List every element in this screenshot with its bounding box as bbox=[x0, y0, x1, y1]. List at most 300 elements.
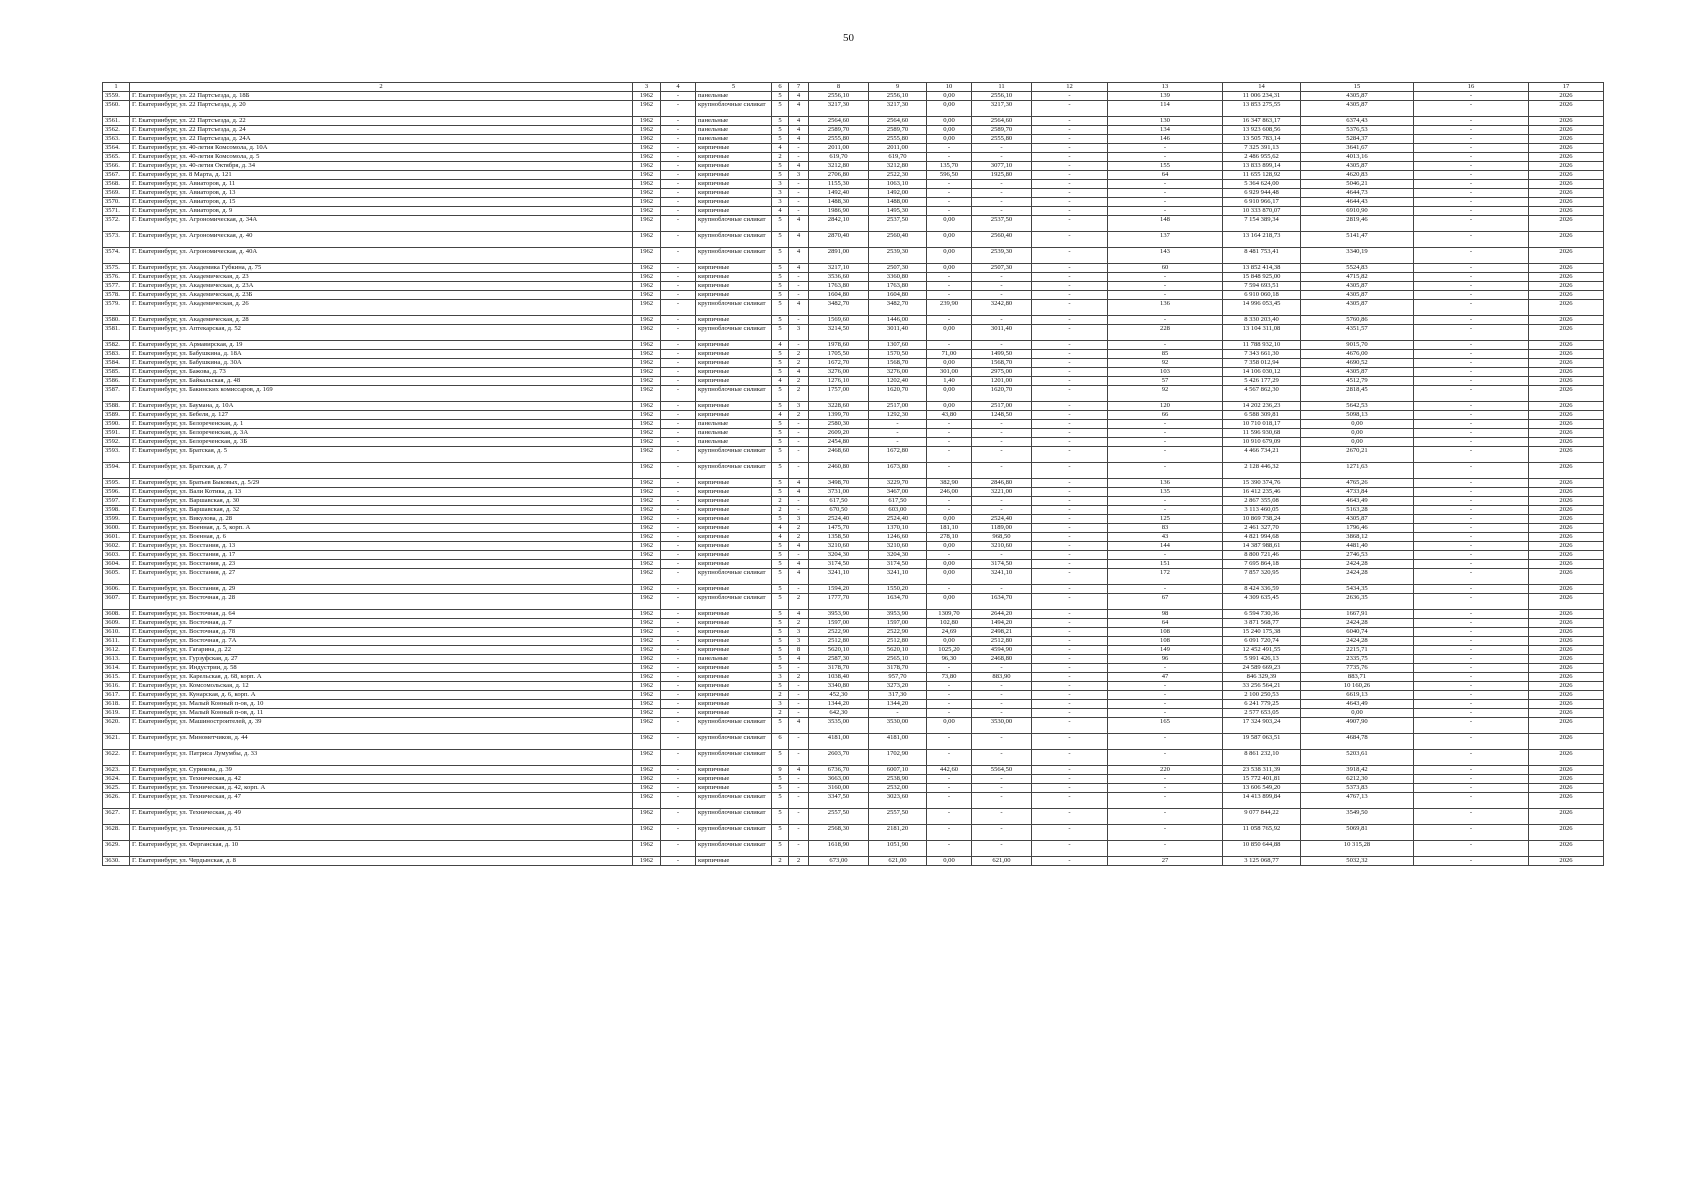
table-cell: - bbox=[789, 784, 809, 793]
table-cell: - bbox=[661, 610, 696, 619]
table-cell: 10 315,28 bbox=[1301, 841, 1414, 857]
table-cell: 5 bbox=[772, 350, 789, 359]
table-cell: 43 bbox=[1108, 533, 1223, 542]
table-cell: - bbox=[789, 793, 809, 809]
table-cell: 3601. bbox=[103, 533, 130, 542]
table-cell: - bbox=[1108, 282, 1223, 291]
table-cell: 3593. bbox=[103, 447, 130, 463]
table-cell: Г. Екатеринбург, ул. 40-летия Октября, д. 34 bbox=[130, 162, 633, 171]
table-cell: 4 bbox=[789, 488, 809, 497]
table-cell: Г. Екатеринбург, ул. Бабушкина, д. 30А bbox=[130, 359, 633, 368]
table-cell: 5 bbox=[772, 825, 789, 841]
table-cell: 5 bbox=[772, 718, 789, 734]
table-cell: кирпичные bbox=[696, 857, 772, 866]
table-cell: 1667,91 bbox=[1301, 610, 1414, 619]
table-cell: 2556,10 bbox=[972, 92, 1032, 101]
table-cell: - bbox=[1414, 248, 1529, 264]
table-row bbox=[103, 316, 1604, 325]
table-cell: - bbox=[972, 282, 1032, 291]
table-cell: 2468,80 bbox=[972, 655, 1032, 664]
table-cell: 2026 bbox=[1529, 420, 1604, 429]
table-cell: - bbox=[1414, 515, 1529, 524]
table-cell: - bbox=[972, 700, 1032, 709]
table-row bbox=[103, 610, 1604, 619]
table-cell: - bbox=[1032, 542, 1108, 551]
column-header: 17 bbox=[1529, 83, 1604, 92]
table-cell: 3608. bbox=[103, 610, 130, 619]
table-cell: - bbox=[661, 809, 696, 825]
table-cell: - bbox=[1108, 447, 1223, 463]
table-cell: 0,00 bbox=[927, 402, 972, 411]
table-cell: Г. Екатеринбург, ул. Академическая, д. 28 bbox=[130, 316, 633, 325]
table-cell: 1962 bbox=[633, 144, 661, 153]
table-cell: Г. Екатеринбург, ул. Сурикова, д. 39 bbox=[130, 766, 633, 775]
table-cell: 3 bbox=[772, 189, 789, 198]
table-cell: 3613. bbox=[103, 655, 130, 664]
table-cell: 1307,60 bbox=[869, 341, 927, 350]
table-row bbox=[103, 691, 1604, 700]
table-cell: - bbox=[1414, 368, 1529, 377]
table-cell: - bbox=[789, 273, 809, 282]
column-header: 10 bbox=[927, 83, 972, 92]
column-header: 7 bbox=[789, 83, 809, 92]
table-cell: Г. Екатеринбург, ул. Восточная, д. 64 bbox=[130, 610, 633, 619]
table-cell: 1925,80 bbox=[972, 171, 1032, 180]
table-cell: 2026 bbox=[1529, 664, 1604, 673]
table-row bbox=[103, 135, 1604, 144]
table-cell: 137 bbox=[1108, 232, 1223, 248]
table-cell: 3204,30 bbox=[809, 551, 869, 560]
table-cell: 1962 bbox=[633, 793, 661, 809]
table-cell: - bbox=[661, 144, 696, 153]
table-cell: 3619. bbox=[103, 709, 130, 718]
table-cell: 2 486 955,62 bbox=[1223, 153, 1301, 162]
table-cell: - bbox=[661, 533, 696, 542]
table-cell: 27 bbox=[1108, 857, 1223, 866]
table-cell: 3565. bbox=[103, 153, 130, 162]
table-cell: - bbox=[789, 585, 809, 594]
table-cell: кирпичные bbox=[696, 189, 772, 198]
table-cell: 2026 bbox=[1529, 637, 1604, 646]
table-cell: - bbox=[661, 515, 696, 524]
table-cell: крупноблочные силикат bbox=[696, 248, 772, 264]
table-cell: - bbox=[927, 809, 972, 825]
table-cell: 442,60 bbox=[927, 766, 972, 775]
table-cell: 1962 bbox=[633, 273, 661, 282]
table-cell: панельные bbox=[696, 135, 772, 144]
table-cell: 1962 bbox=[633, 682, 661, 691]
table-cell: 16 347 863,17 bbox=[1223, 117, 1301, 126]
table-cell: 3592. bbox=[103, 438, 130, 447]
table-cell: 3574. bbox=[103, 248, 130, 264]
table-cell: 3609. bbox=[103, 619, 130, 628]
table-cell: панельные bbox=[696, 438, 772, 447]
table-cell: 3340,19 bbox=[1301, 248, 1414, 264]
table-cell: 1962 bbox=[633, 101, 661, 117]
table-cell: 2026 bbox=[1529, 135, 1604, 144]
table-cell: Г. Екатеринбург, ул. Ферганская, д. 10 bbox=[130, 841, 633, 857]
table-cell: 2 bbox=[772, 857, 789, 866]
table-cell: 1962 bbox=[633, 216, 661, 232]
table-cell: - bbox=[661, 463, 696, 479]
table-cell: 1962 bbox=[633, 463, 661, 479]
table-cell: 301,00 bbox=[927, 368, 972, 377]
table-cell: - bbox=[1032, 325, 1108, 341]
table-cell: 1672,70 bbox=[809, 359, 869, 368]
table-cell: 2026 bbox=[1529, 619, 1604, 628]
table-cell: 1495,30 bbox=[869, 207, 927, 216]
table-cell: - bbox=[1032, 316, 1108, 325]
table-cell: 2424,28 bbox=[1301, 569, 1414, 585]
table-cell: 67 bbox=[1108, 594, 1223, 610]
table-cell: 619,70 bbox=[869, 153, 927, 162]
table-cell: Г. Екатеринбург, ул. Комсомольская, д. 12 bbox=[130, 682, 633, 691]
table-cell: кирпичные bbox=[696, 766, 772, 775]
table-row bbox=[103, 646, 1604, 655]
table-cell: 10 710 018,17 bbox=[1223, 420, 1301, 429]
table-cell: 1568,70 bbox=[869, 359, 927, 368]
table-cell: 0,00 bbox=[927, 92, 972, 101]
table-cell: 3588. bbox=[103, 402, 130, 411]
table-cell: 4181,00 bbox=[869, 734, 927, 750]
table-cell: 3210,60 bbox=[809, 542, 869, 551]
table-cell: 3629. bbox=[103, 841, 130, 857]
table-cell: - bbox=[1032, 429, 1108, 438]
table-cell: 2609,20 bbox=[809, 429, 869, 438]
table-cell: 3241,10 bbox=[869, 569, 927, 585]
table-cell: 5 bbox=[772, 841, 789, 857]
table-cell: 5 bbox=[772, 429, 789, 438]
table-cell: - bbox=[789, 506, 809, 515]
table-cell: 3585. bbox=[103, 368, 130, 377]
table-cell: 2026 bbox=[1529, 232, 1604, 248]
table-cell: 4 567 862,30 bbox=[1223, 386, 1301, 402]
table-cell: 2565,10 bbox=[869, 655, 927, 664]
table-cell: - bbox=[927, 506, 972, 515]
table-cell: 0,00 bbox=[927, 216, 972, 232]
table-row bbox=[103, 551, 1604, 560]
table-cell: 3011,40 bbox=[869, 325, 927, 341]
table-cell: 1962 bbox=[633, 325, 661, 341]
table-cell: - bbox=[789, 700, 809, 709]
table-cell: 5 bbox=[772, 162, 789, 171]
table-cell: - bbox=[972, 825, 1032, 841]
table-cell: 846 329,39 bbox=[1223, 673, 1301, 682]
table-cell: 2335,75 bbox=[1301, 655, 1414, 664]
table-cell: - bbox=[1032, 162, 1108, 171]
table-cell: 3607. bbox=[103, 594, 130, 610]
table-cell: 1962 bbox=[633, 479, 661, 488]
table-cell: - bbox=[1032, 619, 1108, 628]
table-cell: 0,00 bbox=[927, 637, 972, 646]
table-cell: 6040,74 bbox=[1301, 628, 1414, 637]
table-cell: 3663,00 bbox=[809, 775, 869, 784]
table-cell: 3624. bbox=[103, 775, 130, 784]
table-cell: Г. Екатеринбург, ул. Техническая, д. 51 bbox=[130, 825, 633, 841]
table-cell: 3630. bbox=[103, 857, 130, 866]
table-cell: 5 bbox=[772, 775, 789, 784]
table-cell: - bbox=[1108, 207, 1223, 216]
table-cell: 15 772 401,81 bbox=[1223, 775, 1301, 784]
table-cell: 2537,50 bbox=[869, 216, 927, 232]
table-cell: Г. Екатеринбург, ул. Вали Котика, д. 13 bbox=[130, 488, 633, 497]
table-cell: Г. Екатеринбург, ул. Гагарина, д. 22 bbox=[130, 646, 633, 655]
table-cell: - bbox=[1414, 497, 1529, 506]
table-cell: - bbox=[789, 447, 809, 463]
table-cell: 143 bbox=[1108, 248, 1223, 264]
table-cell: крупноблочные силикат bbox=[696, 825, 772, 841]
table-cell: 11 655 128,92 bbox=[1223, 171, 1301, 180]
table-cell: 120 bbox=[1108, 402, 1223, 411]
table-cell: 2026 bbox=[1529, 682, 1604, 691]
table-cell: 4644,43 bbox=[1301, 198, 1414, 207]
table-cell: 14 202 236,23 bbox=[1223, 402, 1301, 411]
table-cell: - bbox=[1032, 560, 1108, 569]
table-cell: 2564,60 bbox=[972, 117, 1032, 126]
table-row bbox=[103, 447, 1604, 463]
table-cell: 5098,13 bbox=[1301, 411, 1414, 420]
table-cell: - bbox=[661, 709, 696, 718]
table-cell: 0,00 bbox=[927, 718, 972, 734]
table-cell: 11 788 932,10 bbox=[1223, 341, 1301, 350]
table-cell: 5 bbox=[772, 560, 789, 569]
table-cell: 13 923 608,56 bbox=[1223, 126, 1301, 135]
table-cell: 1962 bbox=[633, 766, 661, 775]
table-cell: 0,00 bbox=[927, 232, 972, 248]
table-cell: - bbox=[1032, 207, 1108, 216]
table-row bbox=[103, 429, 1604, 438]
table-cell: 4 bbox=[789, 117, 809, 126]
table-cell: 3606. bbox=[103, 585, 130, 594]
table-cell: - bbox=[661, 207, 696, 216]
table-cell: кирпичные bbox=[696, 144, 772, 153]
table-cell: 1763,80 bbox=[809, 282, 869, 291]
table-cell: 6619,13 bbox=[1301, 691, 1414, 700]
table-cell: 1292,30 bbox=[869, 411, 927, 420]
table-cell: 4 bbox=[772, 341, 789, 350]
table-cell: 2460,80 bbox=[809, 463, 869, 479]
table-cell: - bbox=[972, 273, 1032, 282]
table-cell: - bbox=[661, 411, 696, 420]
table-cell: 2842,10 bbox=[809, 216, 869, 232]
table-cell: Г. Екатеринбург, ул. Байкальская, д. 48 bbox=[130, 377, 633, 386]
table-cell: кирпичные bbox=[696, 784, 772, 793]
table-cell: 3 bbox=[789, 171, 809, 180]
table-cell: 13 164 218,73 bbox=[1223, 232, 1301, 248]
table-cell: 1248,50 bbox=[972, 411, 1032, 420]
table-cell: 3210,60 bbox=[869, 542, 927, 551]
table-cell: 5163,28 bbox=[1301, 506, 1414, 515]
table-cell: - bbox=[927, 793, 972, 809]
table-cell: 3581. bbox=[103, 325, 130, 341]
table-cell: 1962 bbox=[633, 386, 661, 402]
table-cell: 2026 bbox=[1529, 515, 1604, 524]
table-cell: 3572. bbox=[103, 216, 130, 232]
table-cell: - bbox=[1414, 734, 1529, 750]
table-cell: 4690,52 bbox=[1301, 359, 1414, 368]
table-cell: 5 bbox=[772, 368, 789, 377]
table-cell: 15 240 175,38 bbox=[1223, 628, 1301, 637]
table-cell: кирпичные bbox=[696, 377, 772, 386]
table-cell: - bbox=[661, 341, 696, 350]
table-cell: 5141,47 bbox=[1301, 232, 1414, 248]
table-cell: 4 bbox=[789, 232, 809, 248]
table-cell: 2215,71 bbox=[1301, 646, 1414, 655]
table-cell: 3602. bbox=[103, 542, 130, 551]
table-cell: - bbox=[927, 429, 972, 438]
table-cell: кирпичные bbox=[696, 646, 772, 655]
table-cell: 4 bbox=[789, 655, 809, 664]
table-row bbox=[103, 368, 1604, 377]
table-cell: 3217,30 bbox=[869, 101, 927, 117]
table-cell: 8 481 753,41 bbox=[1223, 248, 1301, 264]
table-cell: 96 bbox=[1108, 655, 1223, 664]
table-cell: - bbox=[1414, 825, 1529, 841]
table-cell: 5 bbox=[772, 300, 789, 316]
table-cell: 4305,87 bbox=[1301, 515, 1414, 524]
table-cell: 3590. bbox=[103, 420, 130, 429]
table-cell: - bbox=[1108, 420, 1223, 429]
table-cell: - bbox=[927, 750, 972, 766]
table-cell: 0,00 bbox=[927, 857, 972, 866]
table-cell: Г. Екатеринбург, ул. Аптекарская, д. 52 bbox=[130, 325, 633, 341]
table-cell: - bbox=[1108, 144, 1223, 153]
table-cell: 5 bbox=[772, 92, 789, 101]
table-cell: 10 160,26 bbox=[1301, 682, 1414, 691]
table-cell: 3160,00 bbox=[809, 784, 869, 793]
table-cell: - bbox=[1108, 664, 1223, 673]
table-cell: - bbox=[1414, 775, 1529, 784]
table-cell: 1962 bbox=[633, 368, 661, 377]
table-cell: 5373,83 bbox=[1301, 784, 1414, 793]
table-cell: 5760,86 bbox=[1301, 316, 1414, 325]
table-row bbox=[103, 207, 1604, 216]
table-cell: - bbox=[927, 700, 972, 709]
table-cell: - bbox=[1108, 709, 1223, 718]
table-cell: 2026 bbox=[1529, 809, 1604, 825]
table-cell: кирпичные bbox=[696, 282, 772, 291]
table-cell: 14 106 030,12 bbox=[1223, 368, 1301, 377]
table-cell: 1201,00 bbox=[972, 377, 1032, 386]
table-cell: 1962 bbox=[633, 189, 661, 198]
table-row bbox=[103, 825, 1604, 841]
table-cell: 9 077 844,22 bbox=[1223, 809, 1301, 825]
table-cell: 2538,90 bbox=[869, 775, 927, 784]
column-header: 12 bbox=[1032, 83, 1108, 92]
table-cell: 968,50 bbox=[972, 533, 1032, 542]
table-cell: - bbox=[1414, 857, 1529, 866]
table-cell: панельные bbox=[696, 429, 772, 438]
table-cell: Г. Екатеринбург, ул. Патриса Лумумбы, д. 33 bbox=[130, 750, 633, 766]
table-cell: 1025,20 bbox=[927, 646, 972, 655]
table-cell: 2603,70 bbox=[809, 750, 869, 766]
table-cell: 2026 bbox=[1529, 144, 1604, 153]
table-cell: 2424,28 bbox=[1301, 637, 1414, 646]
table-cell: - bbox=[1414, 189, 1529, 198]
table-cell: - bbox=[1032, 402, 1108, 411]
table-row bbox=[103, 515, 1604, 524]
table-cell: 1986,90 bbox=[809, 207, 869, 216]
table-cell: 12 452 491,55 bbox=[1223, 646, 1301, 655]
table-cell: - bbox=[1032, 585, 1108, 594]
table-cell: - bbox=[661, 350, 696, 359]
table-cell: 135 bbox=[1108, 488, 1223, 497]
table-cell: 2 bbox=[789, 594, 809, 610]
table-cell: Г. Екатеринбург, ул. Восстания, д. 27 bbox=[130, 569, 633, 585]
table-cell: - bbox=[1414, 619, 1529, 628]
table-cell: - bbox=[1414, 646, 1529, 655]
table-cell: - bbox=[1032, 628, 1108, 637]
table-cell: 4 bbox=[789, 368, 809, 377]
table-cell: - bbox=[789, 497, 809, 506]
table-cell: - bbox=[789, 809, 809, 825]
table-cell: 5 bbox=[772, 784, 789, 793]
table-cell: 3077,10 bbox=[972, 162, 1032, 171]
table-cell: - bbox=[661, 619, 696, 628]
table-cell: - bbox=[661, 766, 696, 775]
table-cell: 3611. bbox=[103, 637, 130, 646]
table-row bbox=[103, 153, 1604, 162]
table-cell: 2026 bbox=[1529, 673, 1604, 682]
table-cell: 7 857 320,95 bbox=[1223, 569, 1301, 585]
table-cell: 1620,70 bbox=[869, 386, 927, 402]
table-row bbox=[103, 126, 1604, 135]
table-cell: - bbox=[927, 282, 972, 291]
table-cell: - bbox=[1108, 784, 1223, 793]
table-cell: 3576. bbox=[103, 273, 130, 282]
table-cell: 125 bbox=[1108, 515, 1223, 524]
table-cell: 2524,40 bbox=[869, 515, 927, 524]
table-cell: 4 bbox=[789, 560, 809, 569]
table-cell: крупноблочные силикат bbox=[696, 232, 772, 248]
table-cell: панельные bbox=[696, 655, 772, 664]
table-cell: - bbox=[927, 497, 972, 506]
table-cell: 3573. bbox=[103, 232, 130, 248]
table-cell: 2026 bbox=[1529, 488, 1604, 497]
table-cell: - bbox=[927, 682, 972, 691]
table-cell: 4767,13 bbox=[1301, 793, 1414, 809]
table-cell: Г. Екатеринбург, ул. Авиаторов, д. 15 bbox=[130, 198, 633, 207]
table-cell: 0,00 bbox=[927, 126, 972, 135]
table-row bbox=[103, 273, 1604, 282]
table-cell: - bbox=[927, 144, 972, 153]
table-cell: 1634,70 bbox=[869, 594, 927, 610]
table-cell: 1597,00 bbox=[869, 619, 927, 628]
table-cell: 64 bbox=[1108, 171, 1223, 180]
table-cell: 1962 bbox=[633, 709, 661, 718]
table-cell: - bbox=[661, 101, 696, 117]
table-cell: - bbox=[972, 463, 1032, 479]
table-cell: - bbox=[1032, 282, 1108, 291]
table-cell: - bbox=[972, 506, 1032, 515]
table-cell: 2026 bbox=[1529, 207, 1604, 216]
table-cell: 3641,67 bbox=[1301, 144, 1414, 153]
table-cell: 2026 bbox=[1529, 784, 1604, 793]
table-cell: крупноблочные силикат bbox=[696, 793, 772, 809]
table-cell: 4 466 734,21 bbox=[1223, 447, 1301, 463]
table-cell: 2026 bbox=[1529, 273, 1604, 282]
table-cell: - bbox=[1414, 341, 1529, 350]
table-cell: 1358,50 bbox=[809, 533, 869, 542]
table-cell: 4 bbox=[789, 479, 809, 488]
table-cell: - bbox=[1414, 291, 1529, 300]
table-cell: 3 bbox=[772, 700, 789, 709]
table-cell: 3571. bbox=[103, 207, 130, 216]
table-cell: - bbox=[972, 793, 1032, 809]
table-cell: - bbox=[1032, 594, 1108, 610]
table-row bbox=[103, 377, 1604, 386]
table-cell: - bbox=[1032, 463, 1108, 479]
